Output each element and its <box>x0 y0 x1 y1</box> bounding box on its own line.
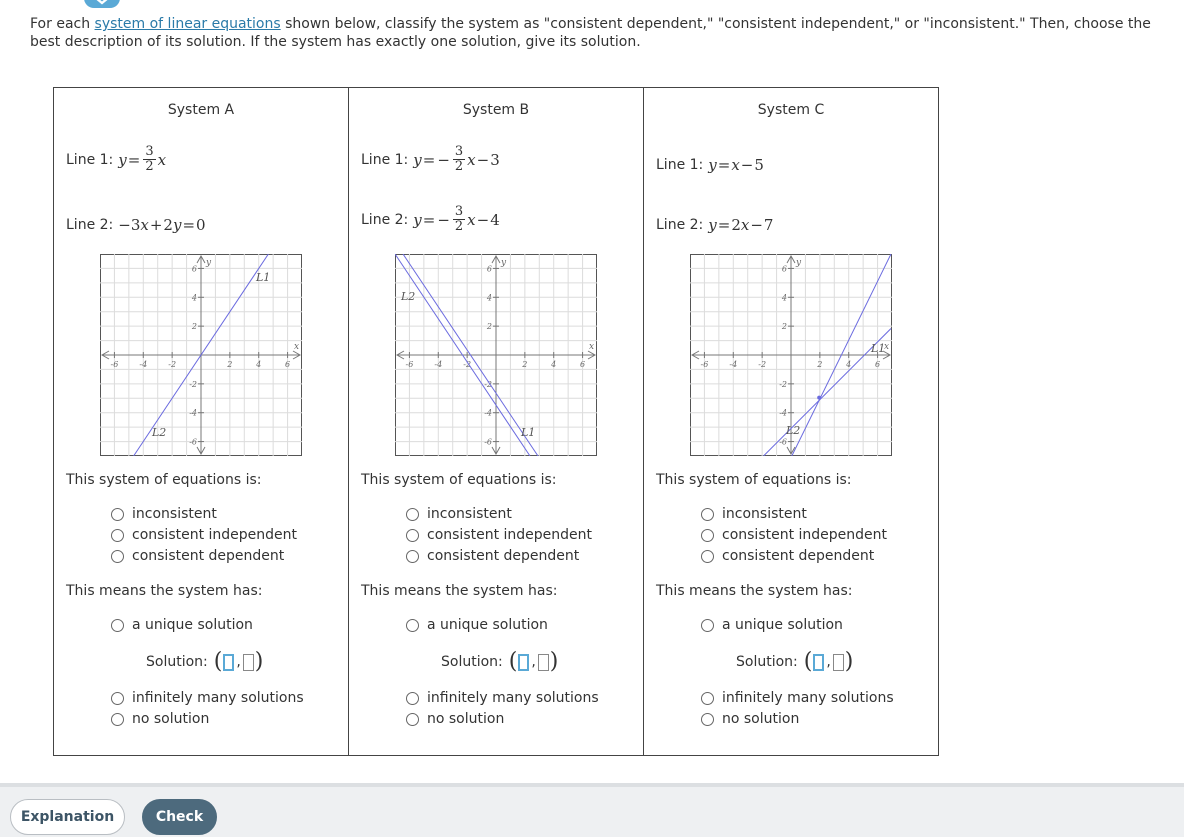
footer-bar <box>0 783 1184 837</box>
solution-y-input[interactable] <box>538 654 549 671</box>
radio-circle[interactable] <box>111 713 124 726</box>
eq-term2: 2 <box>163 216 173 234</box>
eq-equals: = <box>422 210 436 229</box>
eq-coefficient: 2 <box>731 216 741 234</box>
line-l1-label: L1 <box>256 271 271 284</box>
radio-consistent-independent[interactable] <box>111 527 297 543</box>
solution-x-input[interactable] <box>518 654 529 671</box>
eq-equals: = <box>127 150 141 169</box>
radio-circle[interactable] <box>701 550 714 563</box>
system-a-graph <box>100 254 302 456</box>
y-tick-label: -6 <box>779 437 787 447</box>
system-a-line1 <box>66 145 166 174</box>
x-tick-label: -2 <box>758 360 767 369</box>
x-tick-label: 6 <box>875 360 881 369</box>
line2-label: Line 2: <box>656 217 704 233</box>
radio-label: inconsistent <box>722 506 807 522</box>
x-tick-label: -4 <box>139 360 148 369</box>
x-tick-label: -2 <box>463 360 472 369</box>
eq-constant: 3 <box>490 150 500 169</box>
radio-inconsistent[interactable] <box>406 506 512 522</box>
radio-circle[interactable] <box>406 692 419 705</box>
x-tick-label: 6 <box>580 360 586 369</box>
radio-consistent-dependent[interactable] <box>406 548 579 564</box>
radio-inconsistent[interactable] <box>111 506 217 522</box>
eq-lhs: y <box>708 216 717 234</box>
instructions <box>30 16 1160 51</box>
radio-label: a unique solution <box>132 617 253 633</box>
close-paren: ) <box>254 649 264 674</box>
radio-label: consistent independent <box>427 527 593 543</box>
system-c-panel <box>644 88 938 755</box>
radio-consistent-dependent[interactable] <box>701 548 874 564</box>
eq-equals: = <box>422 150 436 169</box>
radio-label: no solution <box>132 711 210 727</box>
classification-prompt: This system of equations is: <box>66 472 262 488</box>
solution-label: Solution: <box>146 654 208 670</box>
solution-x-input[interactable] <box>223 654 234 671</box>
x-tick-label: 2 <box>227 360 233 369</box>
radio-no-solution[interactable] <box>111 711 209 727</box>
radio-circle[interactable] <box>111 508 124 521</box>
y-tick-label: 2 <box>781 322 787 332</box>
eq-rhs: 0 <box>196 216 206 234</box>
comma: , <box>531 654 536 670</box>
system-a-line2 <box>66 216 206 234</box>
radio-circle[interactable] <box>406 529 419 542</box>
eq-fraction <box>143 145 155 174</box>
radio-circle[interactable] <box>701 619 714 632</box>
eq-plus: + <box>149 216 163 234</box>
x-tick-label: -6 <box>405 360 414 369</box>
solution-prompt: This means the system has: <box>66 583 263 599</box>
radio-circle[interactable] <box>406 550 419 563</box>
radio-label: no solution <box>722 711 800 727</box>
systems-table <box>53 87 939 756</box>
radio-unique-solution[interactable] <box>111 617 253 633</box>
radio-consistent-dependent[interactable] <box>111 548 284 564</box>
radio-circle[interactable] <box>406 508 419 521</box>
solution-entry <box>146 649 264 674</box>
eq-constant: 5 <box>754 156 764 174</box>
solution-y-input[interactable] <box>243 654 254 671</box>
line-l1-label: L1 <box>521 426 536 439</box>
eq-var1: x <box>140 216 149 234</box>
radio-no-solution[interactable] <box>701 711 799 727</box>
eq-var: x <box>467 150 476 169</box>
comma: , <box>236 654 241 670</box>
line1-equation <box>118 145 166 174</box>
radio-label: consistent independent <box>722 527 888 543</box>
y-axis-label: y <box>206 258 212 268</box>
eq-lhs: y <box>413 150 422 169</box>
fraction-denominator: 2 <box>454 159 464 174</box>
radio-circle[interactable] <box>111 550 124 563</box>
solution-label: Solution: <box>736 654 798 670</box>
solution-x-input[interactable] <box>813 654 824 671</box>
y-tick-label: 4 <box>486 293 492 303</box>
system-c-title: System C <box>757 102 825 118</box>
line2-equation <box>708 216 773 234</box>
solution-entry <box>441 649 559 674</box>
radio-label: infinitely many solutions <box>427 690 599 706</box>
chevron-down-icon <box>95 0 109 5</box>
open-paren: ( <box>508 649 518 674</box>
eq-fraction <box>453 145 465 174</box>
instructions-text-after: shown below, classify the system as "consistent dependent," "consistent independent," or "inconsistent." Then, choose the best description of its solution. If the system has exactly one solution, give its solution. <box>30 16 1151 50</box>
close-paren: ) <box>844 649 854 674</box>
eq-constant: 7 <box>763 216 774 234</box>
radio-unique-solution[interactable] <box>406 617 548 633</box>
classification-prompt: This system of equations is: <box>361 472 557 488</box>
line1-equation <box>708 156 764 174</box>
system-b-line2 <box>361 205 500 234</box>
radio-label: infinitely many solutions <box>722 690 894 706</box>
y-tick-label: -2 <box>189 379 197 389</box>
radio-label: inconsistent <box>427 506 512 522</box>
radio-no-solution[interactable] <box>406 711 504 727</box>
y-tick-label: -6 <box>484 437 492 447</box>
comma: , <box>826 654 831 670</box>
line-l1-label: L1 <box>871 342 886 355</box>
y-axis-label: y <box>796 258 802 268</box>
system-b-graph <box>395 254 597 456</box>
y-tick-label: 2 <box>486 322 492 332</box>
eq-lhs: y <box>708 156 717 174</box>
eq-equals: = <box>717 216 731 234</box>
radio-label: a unique solution <box>722 617 843 633</box>
intersection-point <box>817 396 821 400</box>
radio-label: consistent dependent <box>722 548 875 564</box>
line1-label: Line 1: <box>66 151 114 168</box>
eq-lhs: y <box>118 150 127 169</box>
radio-consistent-independent[interactable] <box>701 527 887 543</box>
radio-label: consistent independent <box>132 527 298 543</box>
system-c-line1 <box>656 156 764 174</box>
radio-label: consistent dependent <box>132 548 285 564</box>
x-axis-label: x <box>589 342 595 352</box>
y-tick-label: 4 <box>781 293 787 303</box>
line-l2-label: L2 <box>786 424 801 437</box>
radio-circle[interactable] <box>701 529 714 542</box>
eq-var: x <box>731 156 740 174</box>
y-tick-label: -2 <box>779 379 787 389</box>
line1-label: Line 1: <box>361 151 409 168</box>
y-tick-label: 6 <box>781 264 787 274</box>
radio-infinitely-many[interactable] <box>111 690 304 706</box>
x-tick-label: -2 <box>168 360 177 369</box>
y-tick-label: -6 <box>189 437 197 447</box>
classification-prompt: This system of equations is: <box>656 472 852 488</box>
eq-term1: −3 <box>118 216 141 234</box>
eq-sign: − <box>437 150 450 169</box>
explanation-button[interactable]: Explanation <box>10 799 125 835</box>
x-tick-label: 4 <box>256 360 262 369</box>
collapse-chevron-tab[interactable] <box>84 0 120 8</box>
radio-infinitely-many[interactable] <box>701 690 894 706</box>
system-b-title: System B <box>462 102 530 118</box>
x-tick-label: 2 <box>522 360 528 369</box>
linear-equations-link[interactable]: system of linear equations <box>94 16 281 32</box>
x-axis-label: x <box>884 342 890 352</box>
x-tick-label: 4 <box>846 360 852 369</box>
line1-equation <box>413 145 500 174</box>
radio-circle[interactable] <box>701 713 714 726</box>
close-paren: ) <box>549 649 559 674</box>
y-tick-label: 4 <box>191 293 197 303</box>
y-tick-label: 6 <box>191 264 197 274</box>
fraction-numerator: 3 <box>145 144 154 159</box>
x-axis-label: x <box>294 342 300 352</box>
x-tick-label: -6 <box>700 360 709 369</box>
eq-fraction <box>453 205 465 234</box>
radio-label: consistent dependent <box>427 548 580 564</box>
eq-constant: 4 <box>490 210 500 229</box>
solution-prompt: This means the system has: <box>656 583 853 599</box>
radio-unique-solution[interactable] <box>701 617 843 633</box>
line1-label: Line 1: <box>656 157 704 173</box>
radio-inconsistent[interactable] <box>701 506 807 522</box>
x-tick-label: 6 <box>285 360 291 369</box>
line2-equation <box>118 216 205 234</box>
eq-minus: − <box>750 216 763 234</box>
y-tick-label: -2 <box>484 379 492 389</box>
y-tick-label: -4 <box>779 408 787 418</box>
open-paren: ( <box>803 649 813 674</box>
solution-prompt: This means the system has: <box>361 583 558 599</box>
radio-label: a unique solution <box>427 617 548 633</box>
system-c-graph <box>690 254 892 456</box>
radio-infinitely-many[interactable] <box>406 690 599 706</box>
eq-var: x <box>157 150 167 169</box>
y-tick-label: 2 <box>191 322 197 332</box>
eq-minus: − <box>476 210 490 229</box>
solution-y-input[interactable] <box>833 654 844 671</box>
y-tick-label: 6 <box>486 264 492 274</box>
radio-consistent-independent[interactable] <box>406 527 592 543</box>
system-b-line1 <box>361 145 500 174</box>
fraction-denominator: 2 <box>145 159 154 174</box>
eq-var2: y <box>172 216 182 234</box>
radio-circle[interactable] <box>406 713 419 726</box>
line-l2-label: L2 <box>401 290 416 303</box>
fraction-denominator: 2 <box>454 219 464 234</box>
fraction-numerator: 3 <box>454 144 464 159</box>
system-c-line2 <box>656 216 773 234</box>
y-tick-label: -4 <box>484 408 492 418</box>
radio-label: inconsistent <box>132 506 217 522</box>
eq-equals: = <box>182 216 196 234</box>
radio-circle[interactable] <box>701 692 714 705</box>
x-tick-label: -6 <box>110 360 119 369</box>
radio-circle[interactable] <box>111 529 124 542</box>
open-paren: ( <box>213 649 223 674</box>
radio-label: infinitely many solutions <box>132 690 304 706</box>
line2-equation <box>413 205 500 234</box>
x-tick-label: -4 <box>434 360 443 369</box>
y-axis-label: y <box>501 258 507 268</box>
fraction-numerator: 3 <box>454 204 464 219</box>
check-button[interactable]: Check <box>142 799 217 835</box>
eq-lhs: y <box>413 210 422 229</box>
x-tick-label: 2 <box>817 360 823 369</box>
eq-sign: − <box>437 210 450 229</box>
radio-circle[interactable] <box>111 692 124 705</box>
system-b-panel <box>349 88 644 755</box>
y-tick-label: -4 <box>189 408 197 418</box>
line2-label: Line 2: <box>66 217 114 233</box>
instructions-text-before: For each <box>30 16 95 32</box>
radio-label: no solution <box>427 711 505 727</box>
eq-var: x <box>467 210 476 229</box>
x-tick-label: 4 <box>551 360 557 369</box>
radio-circle[interactable] <box>406 619 419 632</box>
system-a-title: System A <box>167 102 235 118</box>
radio-circle[interactable] <box>111 619 124 632</box>
solution-label: Solution: <box>441 654 503 670</box>
radio-circle[interactable] <box>701 508 714 521</box>
line2-label: Line 2: <box>361 211 409 228</box>
system-a-panel <box>54 88 349 755</box>
line-l2-label: L2 <box>152 426 167 439</box>
eq-equals: = <box>717 156 731 174</box>
eq-minus: − <box>476 150 490 169</box>
solution-entry <box>736 649 854 674</box>
eq-var: x <box>740 216 750 234</box>
x-tick-label: -4 <box>729 360 738 369</box>
eq-minus: − <box>740 156 754 174</box>
